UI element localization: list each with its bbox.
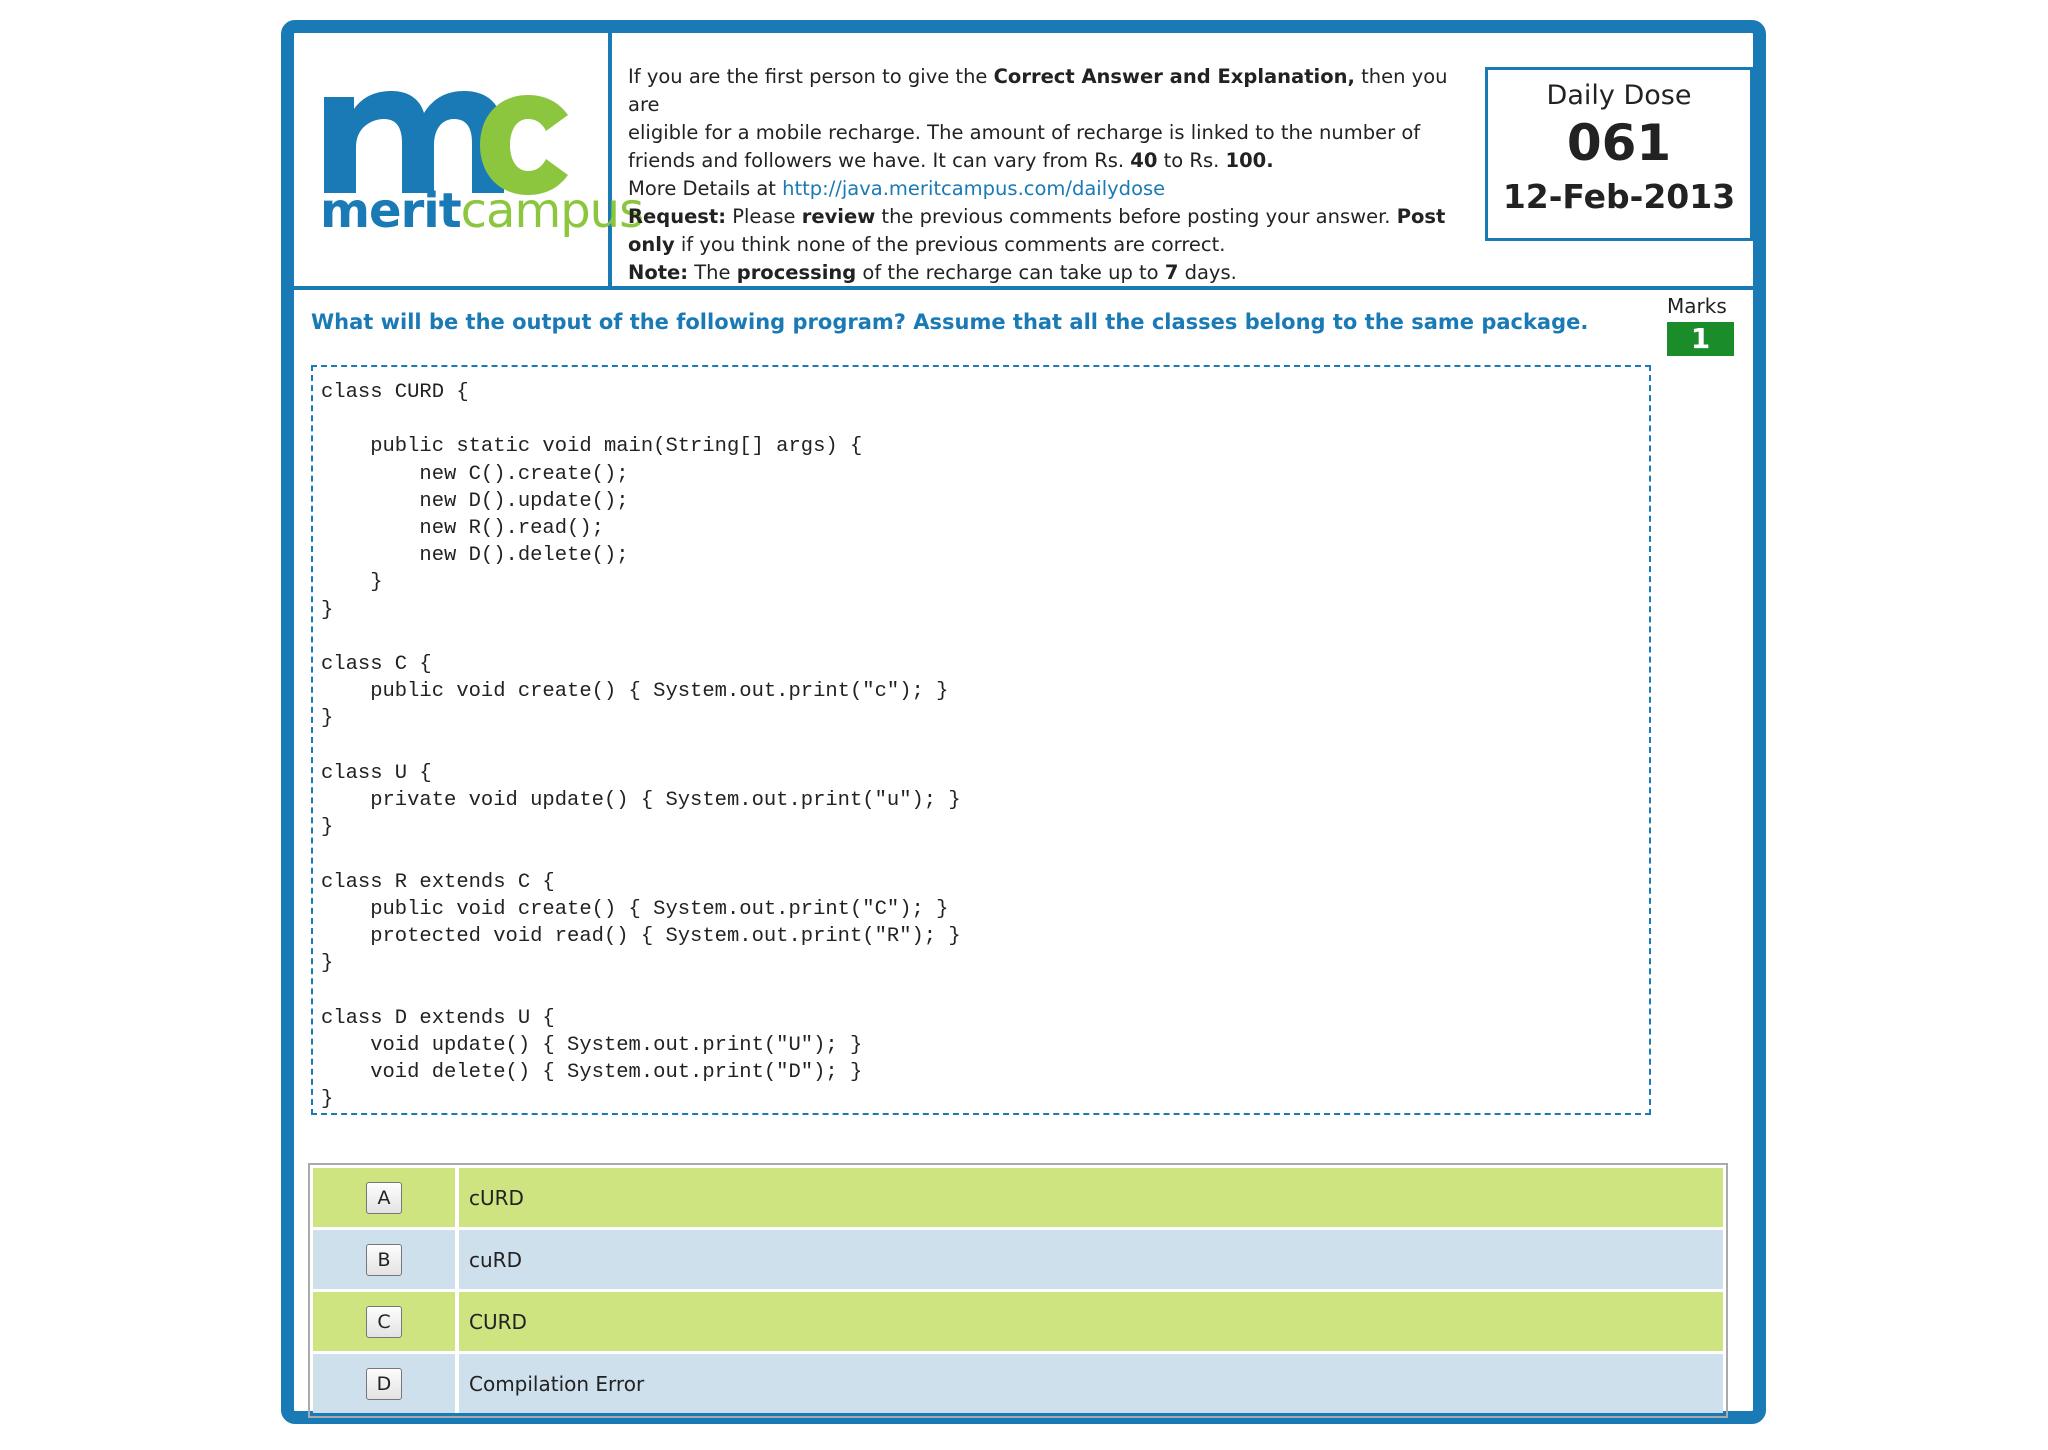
option-key[interactable]: C [366,1306,402,1338]
option-text[interactable]: Compilation Error [459,1354,1723,1413]
marks-value: 1 [1667,322,1734,356]
header [294,33,1753,290]
question-text: What will be the output of the following program? Assume that all the classes belong to the same package. [311,310,1589,334]
option-text[interactable]: cURD [459,1168,1723,1227]
logo-word-campus: campus [460,183,644,239]
logo-word-merit: merit [320,183,461,239]
daily-dose-box [1485,67,1753,241]
options-list [308,1163,1728,1418]
option-b[interactable] [313,1230,1723,1289]
option-key[interactable]: A [366,1182,402,1214]
daily-dose-number: 061 [1566,114,1672,172]
daily-dose-link[interactable]: http://java.meritcampus.com/dailydose [782,177,1166,200]
logo [294,33,644,286]
option-a[interactable] [313,1168,1723,1227]
daily-dose-date: 12-Feb-2013 [1502,177,1736,216]
logo-wordmark [320,183,643,239]
option-d[interactable] [313,1354,1723,1413]
option-c[interactable] [313,1292,1723,1351]
quiz-card [281,20,1766,1424]
marks-label: Marks [1667,294,1727,318]
option-text[interactable]: CURD [459,1292,1723,1351]
option-text[interactable]: cuRD [459,1230,1723,1289]
option-key[interactable]: B [366,1244,402,1276]
info-text: If you are the first person to give the Correct Answer and Explanation, then you are eligible for a mobile recharge. The amount of recharge is linked to the number of friends and followers we have. It can vary from Rs. 40 to Rs. 100. More Details at http://java.meritcampus.com/dailydose Request: Please review the previous comments before posting your answer. Post only if you think none of the previous comments are correct. Note: The processing of the recharge can take up to 7 days. [628,65,1448,284]
option-key[interactable]: D [366,1368,402,1400]
code-text: class CURD { public static void main(String[] args) { new C().create(); new D().update(); new R().read(); new D().delete(); } } class C { public void create() { System.out.print("c"); } } class U { private void update() { System.out.print("u"); } } class R extends C { public void create() { System.out.print("C"); } protected void read() { System.out.print("R"); } } class D extends U { void update() { System.out.print("U"); } void delete() { System.out.print("D"); } } [321,381,961,1112]
daily-dose-title: Daily Dose [1546,80,1692,111]
code-block [311,365,1651,1115]
